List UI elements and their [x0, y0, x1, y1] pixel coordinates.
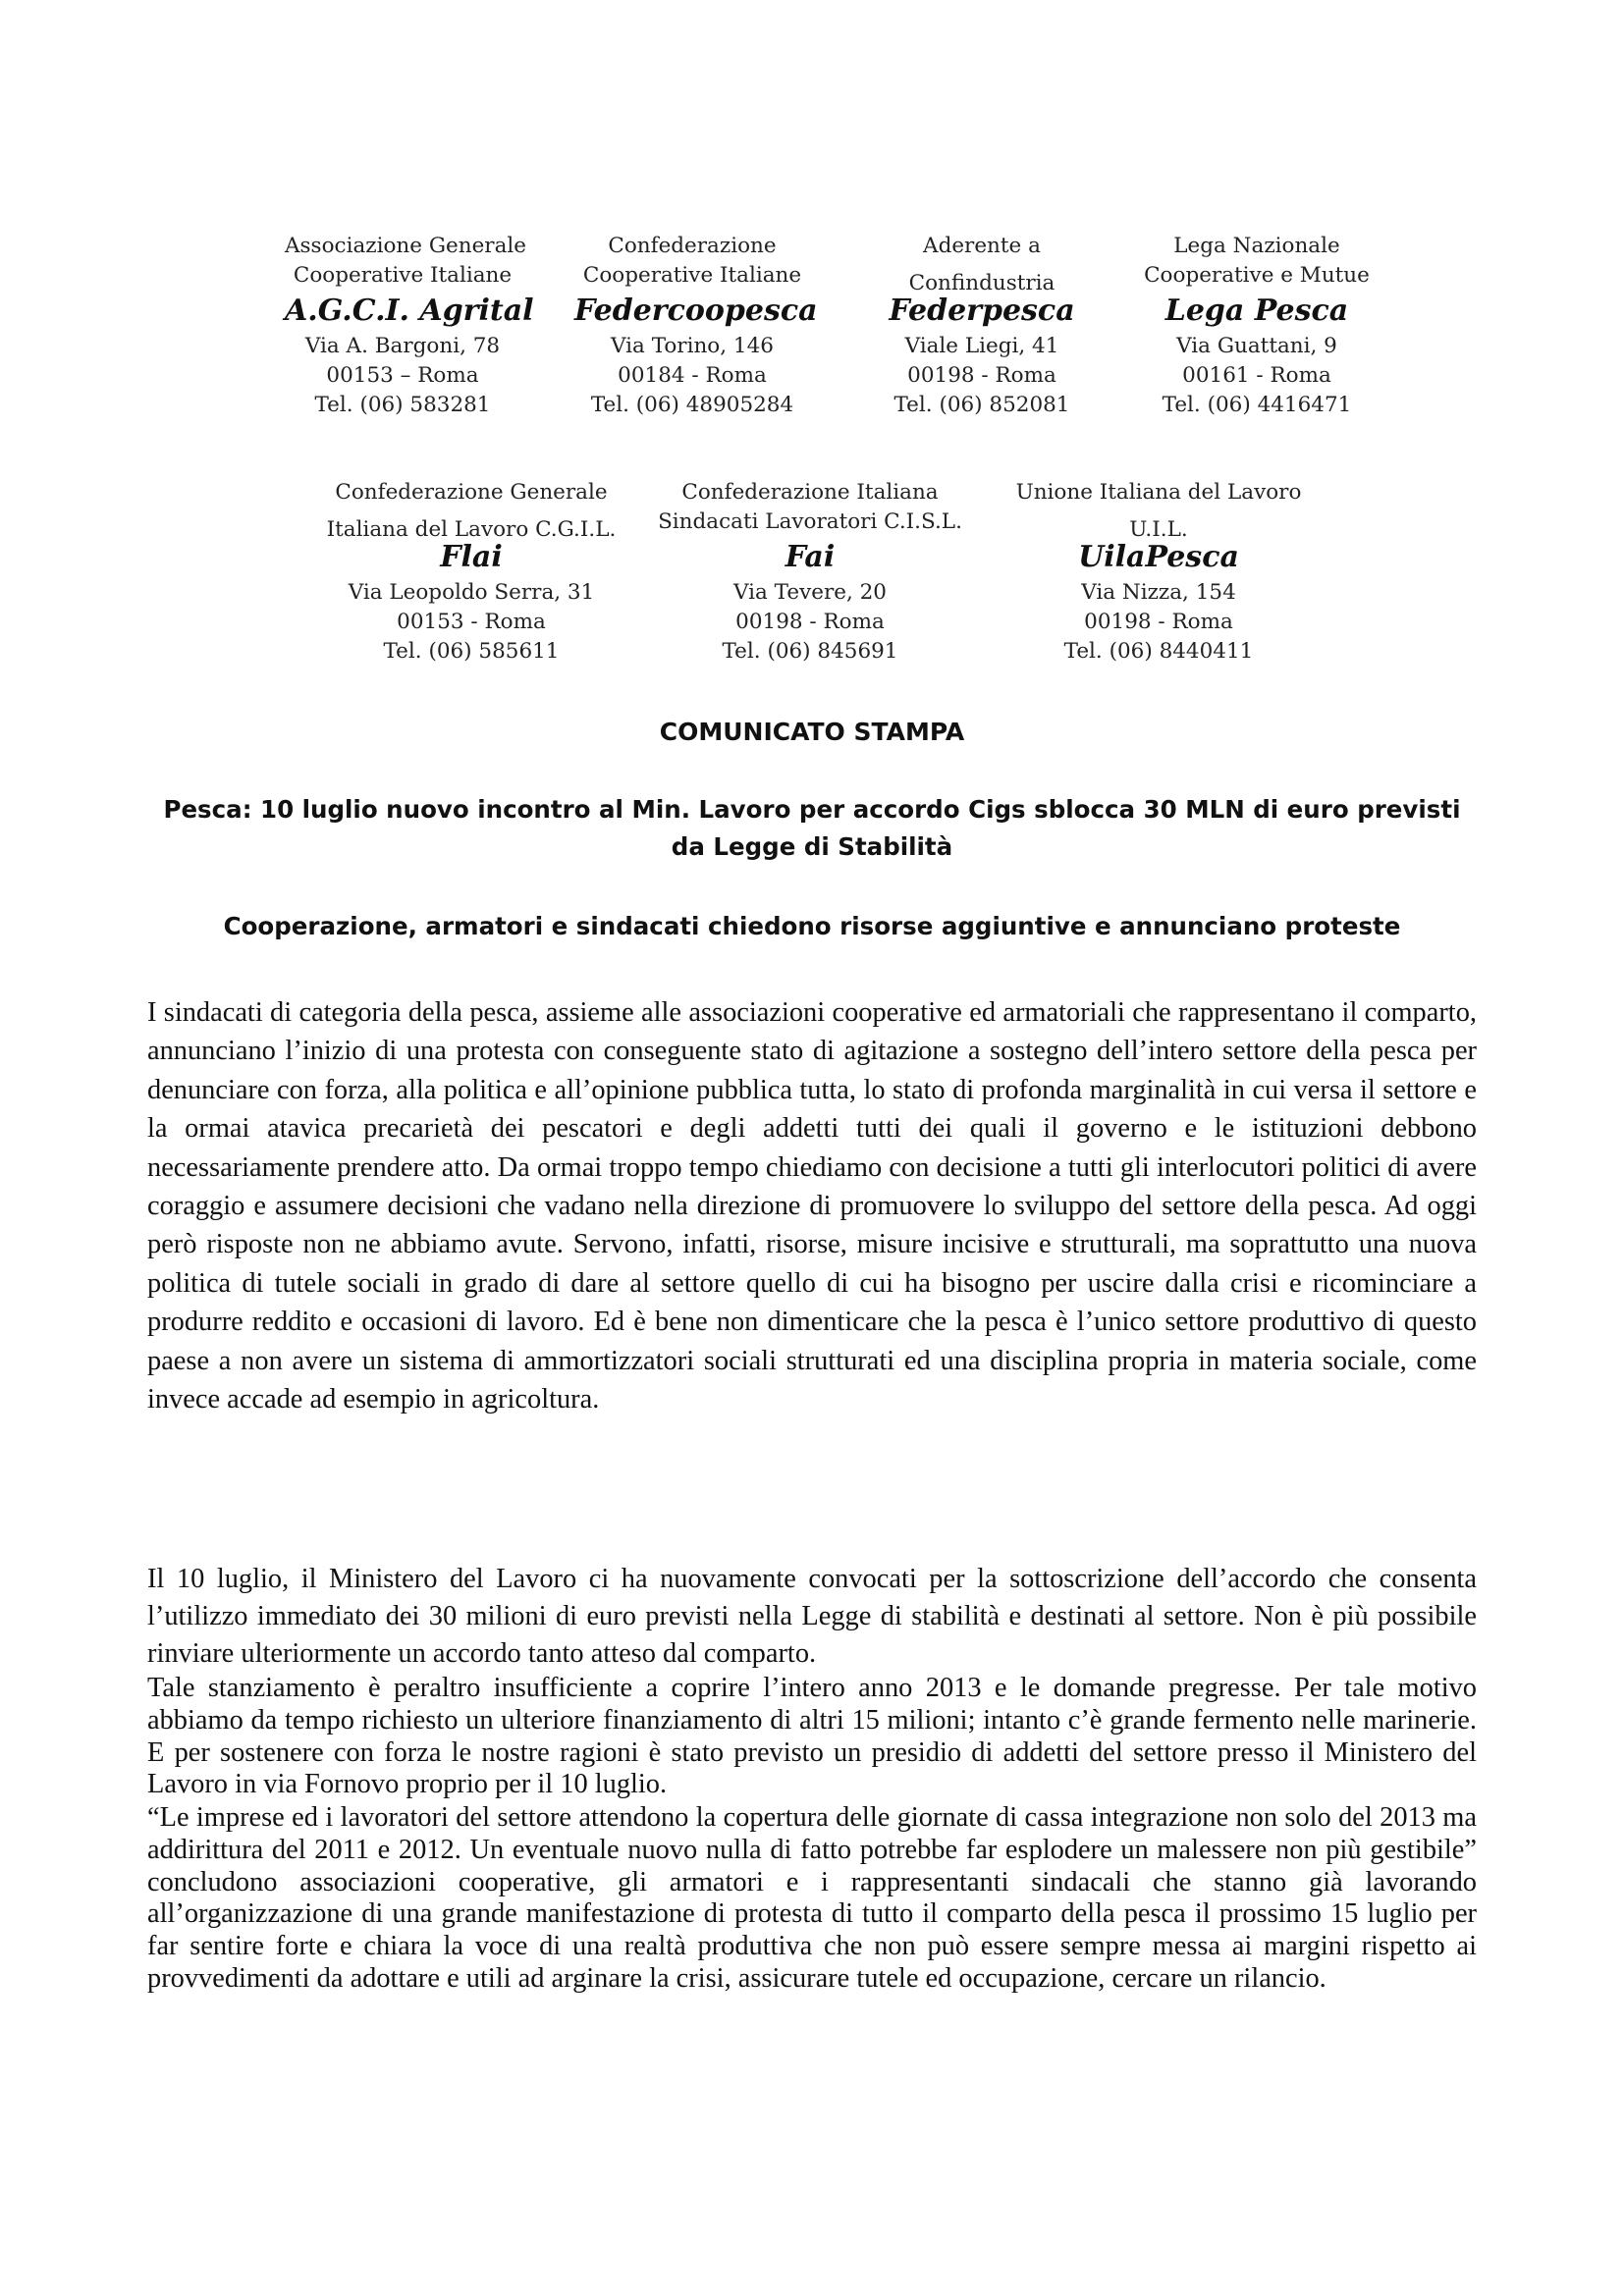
- body-paragraph-3: [147, 1673, 1477, 1801]
- org-name: A.G.C.I. Agrital: [285, 294, 534, 328]
- org-name: Federpesca: [889, 294, 1075, 328]
- paragraph-text: I sindacati di categoria della pesca, assieme alle associazioni cooperative ed armatoriali che rappresentano il comparto, annunciano l’inizio di una protesta con conseguente stato di agitazione a sostegno dell’intero settore della pesca per denunciare con forza, alla politica e all’opinione pubblica tutta, lo stato di profonda marginalità in cui versa il settore e la ormai atavica precarietà dei pescatori e degli addetti tutti dei quali il governo e le istituzioni debbono necessariamente prendere atto. Da ormai troppo tempo chiediamo con decisione a tutti gli interlocutori politici di avere coraggio e assumere decisioni che vadano nella direzione di promuovere lo sviluppo del settore della pesca. Ad oggi però risposte non ne abbiamo avute. Servono, infatti, risorse, misure incisive e strutturali, ma soprattutto una nuova politica di tutele sociali in grado di dare al settore quello di cui ha bisogno per uscire dalla crisi e ricominciare a produrre reddito e occasioni di lavoro. Ed è bene non dimenticare che la pesca è l’unico settore produttivo di questo paese a non avere un sistema di ammortizzatori sociali strutturati ed una disciplina propria in materia sociale, come invece accade ad esempio in agricoltura.: [147, 997, 1477, 1415]
- org-line1: Aderente a: [923, 234, 1041, 258]
- org-lega-pesca: [1129, 232, 1384, 420]
- org-line2: Cooperative Italiane: [293, 263, 513, 288]
- org-city: 00153 – Roma: [326, 363, 479, 388]
- document-subtitle: Pesca: 10 luglio nuovo incontro al Min. Lavoro per accordo Cigs sblocca 30 MLN di euro previsti da Legge di Stabilità: [163, 795, 1461, 861]
- org-tel: Tel. (06) 8440411: [1063, 639, 1254, 664]
- org-federcoopesca: [574, 232, 818, 420]
- org-federpesca: [864, 232, 1100, 420]
- org-street: Via Nizza, 154: [1081, 580, 1236, 605]
- org-city: 00198 - Roma: [735, 610, 885, 634]
- org-tel: Tel. (06) 845691: [722, 639, 898, 664]
- org-city: 00161 - Roma: [1182, 363, 1331, 388]
- org-fai-cisl: [648, 478, 972, 667]
- org-agci-agrital: [285, 232, 534, 420]
- org-city: 00153 - Roma: [397, 610, 546, 634]
- org-city: 00198 - Roma: [907, 363, 1056, 388]
- org-tel: Tel. (06) 4416471: [1162, 393, 1352, 417]
- org-line1: Lega Nazionale: [1173, 234, 1340, 258]
- org-line2: Confindustria: [908, 271, 1056, 295]
- org-tel: Tel. (06) 48905284: [590, 393, 794, 417]
- org-line1: Confederazione Italiana: [681, 480, 939, 505]
- org-line2: Italiana del Lavoro C.G.I.L.: [326, 517, 617, 542]
- org-line1: Confederazione Generale: [335, 480, 608, 505]
- org-street: Via A. Bargoni, 78: [304, 334, 501, 358]
- document-title: COMUNICATO STAMPA: [659, 718, 965, 746]
- org-line2: Cooperative Italiane: [582, 263, 802, 288]
- paragraph-text: “Le imprese ed i lavoratori del settore attendono la copertura delle giornate di cassa integrazione non solo del 2013 ma addirittura del 2011 e 2012. Un eventuale nuovo nulla di fatto potrebbe far esplodere un malessere non più gestibile” concludono associazioni cooperative, gli armatori e i rappresentanti sindacali che stanno già lavorando all’organizzazione di una grande manifestazione di protesta di tutto il comparto della pesca il prossimo 15 luglio per far sentire forte e chiara la voce di una realtà produttiva che non può essere sempre messa ai margini rispetto ai provvedimenti da adottare e utili ad arginare la crisi, assicurare tutele ed occupazione, cercare un rilancio.: [147, 1802, 1477, 1994]
- document-subtitle-secondary: Cooperazione, armatori e sindacati chiedono risorse aggiuntive e annunciano proteste: [223, 912, 1401, 940]
- org-name: Fai: [785, 540, 836, 574]
- org-city: 00198 - Roma: [1084, 610, 1233, 634]
- org-flai-cgil: [309, 478, 633, 667]
- paragraph-text: Tale stanziamento è peraltro insufficiente a coprire l’intero anno 2013 e le domande pregresse. Per tale motivo abbiamo da tempo richiesto un ulteriore finanziamento di altri 15 milioni; intanto c’è grande fermento nelle marinerie. E per sostenere con forza le nostre ragioni è stato previsto un presidio di addetti del settore presso il Ministero del Lavoro in via Fornovo proprio per il 10 luglio.: [147, 1673, 1477, 1800]
- org-line1: Confederazione: [608, 234, 777, 258]
- org-uilapesca-uil: [992, 478, 1326, 667]
- org-name: Federcoopesca: [574, 294, 818, 328]
- body-paragraph-4: [147, 1802, 1477, 1996]
- body-paragraph-1: [147, 993, 1477, 1418]
- org-name: UilaPesca: [1078, 540, 1239, 574]
- org-street: Via Torino, 146: [611, 334, 774, 358]
- org-line1: Unione Italiana del Lavoro: [1015, 480, 1302, 505]
- org-name: Flai: [440, 540, 503, 574]
- org-tel: Tel. (06) 583281: [314, 393, 491, 417]
- org-name: Lega Pesca: [1164, 294, 1349, 328]
- org-street: Via Leopoldo Serra, 31: [348, 580, 595, 605]
- org-line1: Associazione Generale: [285, 234, 526, 258]
- org-street: Via Tevere, 20: [733, 580, 887, 605]
- org-tel: Tel. (06) 852081: [893, 393, 1070, 417]
- org-line2: Cooperative e Mutue: [1144, 263, 1370, 288]
- org-tel: Tel. (06) 585611: [383, 639, 560, 664]
- org-street: Viale Liegi, 41: [904, 334, 1059, 358]
- org-city: 00184 - Roma: [618, 363, 767, 388]
- body-paragraph-2: [147, 1561, 1477, 1674]
- paragraph-text: Il 10 luglio, il Ministero del Lavoro ci ha nuovamente convocati per la sottoscrizione dell’accordo che consenta l’utilizzo immediato dei 30 milioni di euro previsti nella Legge di stabilità e destinati al settore. Non è più possibile rinviare ulteriormente un accordo tanto atteso dal comparto.: [147, 1564, 1477, 1670]
- org-line2: Sindacati Lavoratori C.I.S.L.: [658, 509, 962, 534]
- org-line2: U.I.L.: [1129, 517, 1188, 542]
- org-street: Via Guattani, 9: [1176, 334, 1337, 358]
